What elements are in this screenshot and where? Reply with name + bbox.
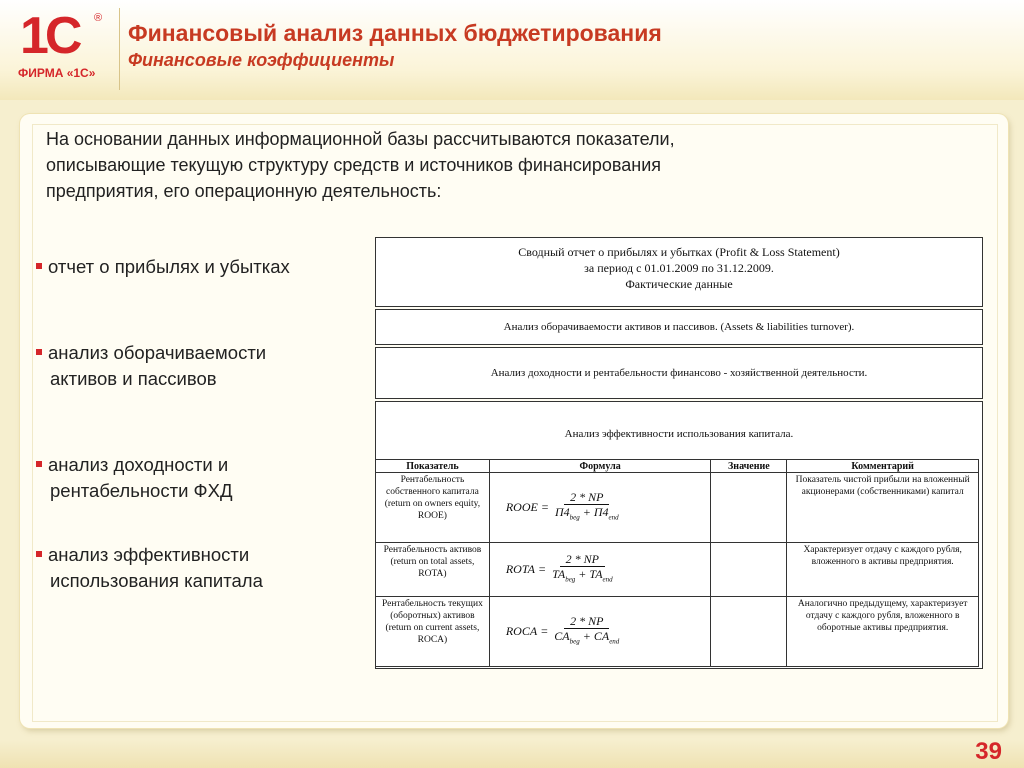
table-row <box>376 543 979 597</box>
capital-title: Анализ эффективности использования капитала. <box>564 428 794 440</box>
indicator-cell: Рентабельность текущих (оборотных) активов (return on current assets, ROCA) <box>376 597 490 667</box>
slide-header <box>0 0 1024 100</box>
bullet-text-continued: использования капитала <box>50 570 263 591</box>
formula-fraction <box>552 553 613 585</box>
formula-lhs: ROTA <box>505 562 535 577</box>
formula-numerator: 2 * NP <box>564 491 609 505</box>
comment-cell: Аналогично предыдущему, характеризует отдачу с каждого рубля, вложенного в оборотные активы предприятия. <box>787 597 979 667</box>
formula-fraction <box>554 615 619 647</box>
bullet-item <box>36 340 266 392</box>
logo-mark: 1С <box>20 7 79 65</box>
formula-denominator: $CA_{beg} + CA_{end}$ <box>554 629 620 646</box>
bullet-text-continued: рентабельности ФХД <box>50 480 233 501</box>
formula: ROTA = $\frac{2 * NP}{TA_{beg} + TA_{end}}$ <box>505 552 613 584</box>
bullet-item <box>36 254 290 280</box>
formula-numerator: 2 * NP <box>564 615 609 629</box>
value-cell <box>711 543 787 597</box>
table-row <box>376 473 979 543</box>
slide-title: Финансовый анализ данных бюджетирования <box>128 20 662 46</box>
formula-numerator: 2 * NP <box>560 553 605 567</box>
page-number: 39 <box>975 738 1002 765</box>
formula-lhs: ROOE <box>505 500 538 515</box>
report-screenshot <box>375 237 983 669</box>
column-header: Показатель <box>376 460 490 473</box>
column-header: Формула <box>489 460 711 473</box>
turnover-block <box>375 309 983 345</box>
bullet-square-icon <box>36 461 42 467</box>
column-header: Значение <box>711 460 787 473</box>
slide-footer <box>0 740 1024 768</box>
turnover-title: Анализ оборачиваемости активов и пассивов. (Assets & liabilities turnover). <box>503 321 855 333</box>
formula-cell <box>489 597 711 667</box>
intro-paragraph: На основании данных информационной базы рассчитываются показатели, описывающие текущую структуру средств и источников финансирования предприятия, его операционную деятельность: <box>46 129 675 201</box>
pl-report-type: Фактические данные <box>625 277 733 291</box>
table-row <box>376 597 979 667</box>
formula-denominator: $П4_{beg} + П4_{end}$ <box>554 505 619 522</box>
formula-fraction <box>555 491 619 523</box>
logo-text: ФИРМА «1С» <box>18 66 96 80</box>
comment-cell: Характеризует отдачу с каждого рубля, вложенного в активы предприятия. <box>787 543 979 597</box>
bullet-text: отчет о прибылях и убытках <box>48 256 290 277</box>
bullet-text: анализ доходности и <box>48 454 229 475</box>
value-cell <box>711 597 787 667</box>
value-cell <box>711 473 787 543</box>
table-header-row <box>376 460 979 473</box>
bullet-text: анализ оборачиваемости <box>48 342 267 363</box>
bullet-square-icon <box>36 263 42 269</box>
bullet-text: анализ эффективности <box>48 544 250 565</box>
bullet-item <box>36 542 263 594</box>
column-header: Комментарий <box>787 460 979 473</box>
header-divider <box>119 8 120 90</box>
pl-report-title: Сводный отчет о прибылях и убытках (Profit & Loss Statement) <box>518 245 840 259</box>
pl-report-block <box>375 237 983 307</box>
formula: ROCA = $\frac{2 * NP}{CA_{beg} + CA_{end}}$ <box>505 614 620 646</box>
indicator-cell: Рентабельность собственного капитала (return on owners equity, ROOE) <box>376 473 490 543</box>
pl-report-period: за период с 01.01.2009 по 31.12.2009. <box>584 261 774 275</box>
formula: ROOE = $\frac{2 * NP}{П4_{beg} + П4_{end}}$ <box>505 490 619 522</box>
bullet-square-icon <box>36 551 42 557</box>
bullet-text-continued: активов и пассивов <box>50 368 217 389</box>
bullet-item <box>36 452 232 504</box>
formula-cell <box>489 473 711 543</box>
registered-icon: ® <box>94 12 103 24</box>
profitability-block <box>375 347 983 399</box>
formula-denominator: $TA_{beg} + TA_{end}$ <box>552 567 613 584</box>
slide-subtitle: Финансовые коэффициенты <box>128 50 395 70</box>
profitability-title: Анализ доходности и рентабельности финансово - хозяйственной деятельности. <box>490 367 868 379</box>
company-logo <box>10 7 110 82</box>
bullet-square-icon <box>36 349 42 355</box>
formula-lhs: ROCA <box>505 624 538 639</box>
indicator-cell: Рентабельность активов (return on total assets, ROTA) <box>376 543 490 597</box>
ratios-table <box>375 459 979 667</box>
comment-cell: Показатель чистой прибыли на вложенный акционерами (собственниками) капитал <box>787 473 979 543</box>
formula-cell <box>489 543 711 597</box>
